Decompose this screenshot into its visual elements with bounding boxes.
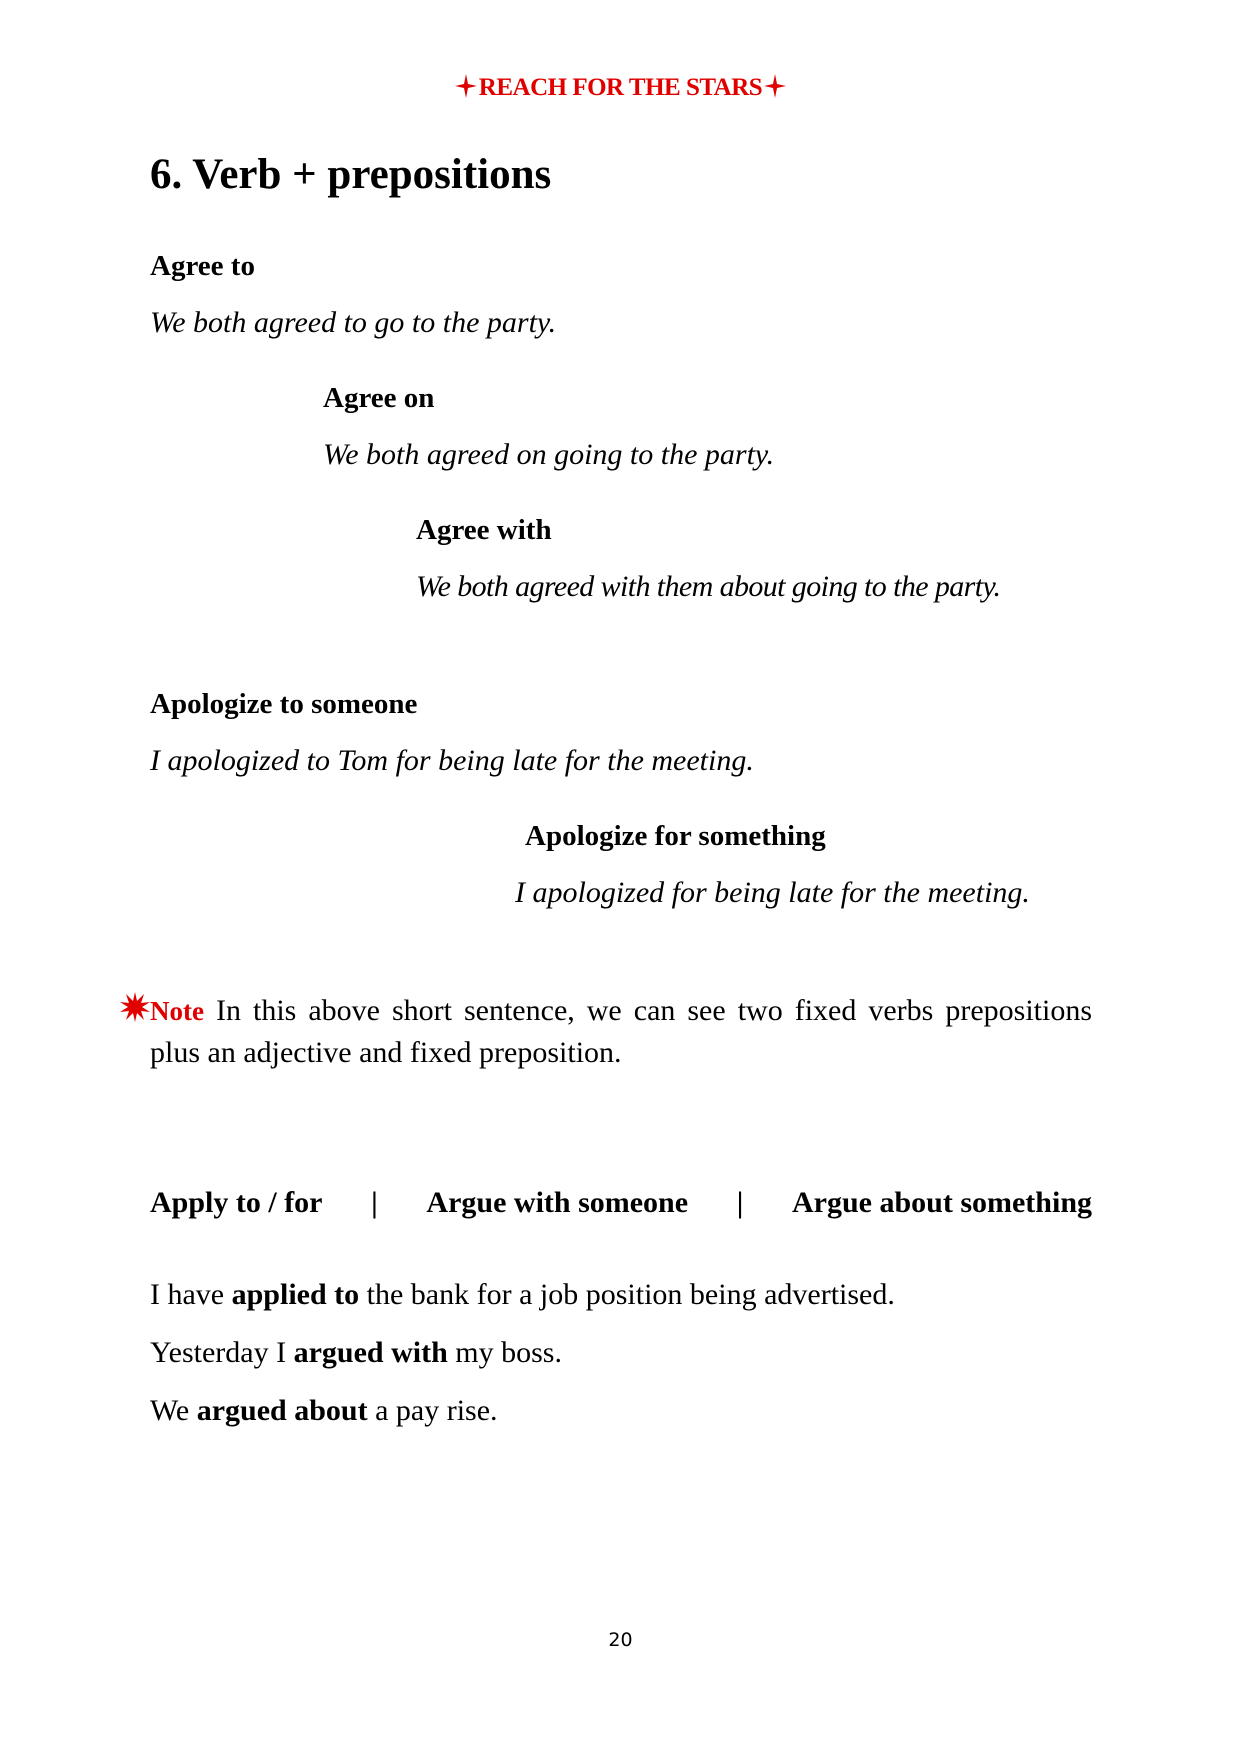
header-text: REACH FOR THE STARS <box>478 74 763 101</box>
verb-item: Argue with someone <box>426 1186 689 1219</box>
sentence-text: my boss. <box>447 1336 562 1369</box>
page-title: 6. Verb + prepositions <box>150 151 552 198</box>
sentence-highlight: argued about <box>196 1394 368 1427</box>
verb-list-row <box>150 1186 1092 1220</box>
verb-item: Apply to / for <box>150 1186 323 1219</box>
entry-example: We both agreed to go to the party. <box>150 306 557 339</box>
entry-term: Agree on <box>323 382 435 414</box>
entry-term: Apologize for something <box>525 820 826 852</box>
verb-item: Argue about something <box>791 1186 1092 1219</box>
sentence-highlight: applied to <box>231 1278 360 1311</box>
entry-example: We both agreed on going to the party. <box>323 438 775 471</box>
separator: | <box>736 1186 744 1219</box>
separator: | <box>371 1186 378 1219</box>
star-icon <box>455 74 477 98</box>
sentence-text: Yesterday I <box>150 1336 294 1369</box>
sentence-text: the bank for a job position being advertised. <box>359 1278 895 1311</box>
entry-example: We both agreed with them about going to the party. <box>416 570 1001 603</box>
entry-term: Apologize to someone <box>150 688 418 720</box>
example-sentence <box>150 1336 562 1370</box>
sentence-text: a pay rise. <box>367 1394 498 1427</box>
page-number: 20 <box>608 1629 633 1651</box>
sentence-text: We <box>150 1394 197 1427</box>
example-sentence <box>150 1394 498 1428</box>
star-icon <box>764 74 786 98</box>
entry-example: I apologized for being late for the meeting. <box>515 876 1030 909</box>
example-sentence <box>150 1278 895 1312</box>
running-header <box>0 74 1241 102</box>
sentence-highlight: argued with <box>293 1336 448 1369</box>
sentence-text: I have <box>150 1278 232 1311</box>
note-label: Note <box>150 996 204 1026</box>
note-text: In this above short sentence, we can see two fixed verbs prepositions plus an adjective and fixed preposition. <box>150 994 1092 1069</box>
entry-term: Agree with <box>416 514 552 546</box>
entry-term: Agree to <box>150 250 255 282</box>
note-paragraph <box>150 990 1092 1074</box>
red-burst-icon <box>120 992 150 1022</box>
entry-example: I apologized to Tom for being late for the meeting. <box>150 744 754 777</box>
